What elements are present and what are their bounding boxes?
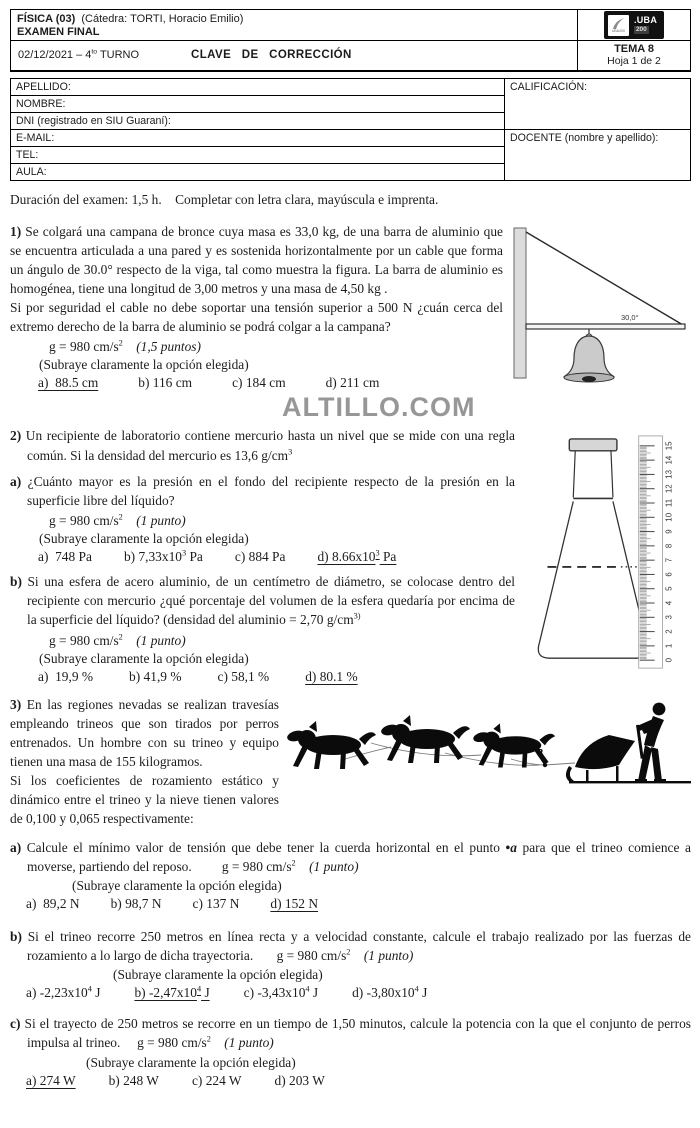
svg-text:9: 9 bbox=[664, 529, 674, 535]
q2b-g-line: g = 980 $cm/s^2$ (1 punto) bbox=[49, 632, 186, 648]
sled-and-musher-shape bbox=[566, 702, 691, 783]
q3a-subraye-note: (Subraye claramente la opción elegida) bbox=[72, 877, 282, 893]
erlenmeyer-flask-shape bbox=[538, 439, 648, 658]
beam-bell-figure bbox=[513, 224, 691, 394]
header-main-cell bbox=[11, 10, 578, 41]
svg-text:7: 7 bbox=[664, 558, 674, 563]
quill-icon bbox=[611, 17, 626, 30]
q3c-subraye-note: (Subraye claramente la opción elegida) bbox=[86, 1054, 296, 1070]
q2a-subraye-note: (Subraye claramente la opción elegida) bbox=[39, 531, 249, 547]
q1-option-d: d) 211 cm bbox=[325, 375, 380, 391]
logo-uba-text: .UBA bbox=[633, 15, 658, 26]
watermark: ALTILLO.COM bbox=[282, 392, 476, 423]
svg-text:11: 11 bbox=[664, 499, 674, 508]
bell-icon bbox=[564, 334, 614, 382]
svg-text:15: 15 bbox=[664, 441, 674, 451]
svg-text:1: 1 bbox=[664, 644, 674, 649]
q1-text-2: Si por seguridad el cable no debe soportar una tensión superior a 500 N ¿cuán cerca del extremo derecho de la barra de aluminio se podrá colgar a la campana? bbox=[10, 300, 503, 335]
q2a-options-row bbox=[38, 549, 515, 565]
logo-200-text: 200 bbox=[635, 25, 647, 33]
q3b-option-b: b) $-2,47x10^4$ J bbox=[134, 984, 210, 1001]
q1-options-row bbox=[38, 375, 503, 391]
form-field-apellido: APELLIDO: bbox=[11, 78, 505, 95]
q3c-options-row bbox=[26, 1073, 691, 1089]
tema-label: TEMA 8 bbox=[614, 43, 654, 56]
q3-intro-1: 3) En las regiones nevadas se realizan travesías empleando trineos que son tirados por perros entrenados. Un hombre con su trineo y equipo tienen una masa de 155 kilogramos. bbox=[10, 696, 279, 769]
q3-intro-2: Si los coeficientes de rozamiento estático y dinámico entre el trineo y la nieve tienen valores de 0,100 y 0,065 respectivamente: bbox=[10, 773, 279, 827]
point-a-label: a bbox=[537, 745, 544, 758]
q3c-option-c: c) 224 W bbox=[191, 1072, 242, 1088]
logo-cell bbox=[578, 10, 691, 41]
q3b-text: b) Si el trineo recorre 250 metros en línea recta y a velocidad constante, calcule el trabajo realizado por las fuerzas de rozamiento a lo largo de dicha trayectoria. g = 980 $cm/s^2$ (1 punto) bbox=[10, 928, 691, 964]
student-form-table bbox=[10, 78, 691, 181]
form-field-docente: DOCENTE (nombre y apellido): bbox=[505, 129, 691, 180]
exam-instructions: Duración del examen: 1,5 h. Completar con letra clara, mayúscula e imprenta. bbox=[10, 191, 439, 207]
q2b-option-c: c) 58,1 % bbox=[217, 668, 270, 684]
q3c-text: c) Si el trayecto de 250 metros se recorre en un tiempo de 1,50 minutos, calcule la potencia con la que el conjunto de perros impulsa al trineo. g = 980 $cm/s^2$ (1 punto) bbox=[10, 1016, 691, 1051]
page-title: CLAVE DE CORRECCIÓN bbox=[191, 49, 352, 61]
svg-text:3: 3 bbox=[664, 615, 674, 620]
header-table bbox=[10, 9, 691, 72]
svg-text:14: 14 bbox=[664, 456, 674, 465]
q2a-option-c: c) 884 Pa bbox=[234, 549, 286, 565]
form-field-tel: TEL: bbox=[11, 146, 505, 163]
question-2 bbox=[10, 426, 691, 684]
q1-g-line: g = 980 $cm/s^2$ (1,5 puntos) bbox=[49, 338, 201, 355]
q1-text-1: 1) Se colgará una campana de bronce cuya masa es 33,0 kg, de una barra de aluminio que se encuentra articulada a una pared y es sostenida horizontalmente por un cable que forma un ángulo de 30.0° respecto de la viga, tal como muestra la figura. La barra de aluminio es homogénea, tiene una longitud de 3,00 metros y una masa de 4,50 kg . bbox=[10, 223, 503, 296]
q2a-text: a) ¿Cuánto mayor es la presión en el fondo del recipiente respecto de la presión en la superficie libre del líquido? bbox=[10, 473, 515, 508]
svg-text:5: 5 bbox=[664, 586, 674, 592]
q1-option-b: b) 116 cm bbox=[138, 375, 193, 391]
svg-text:0: 0 bbox=[664, 658, 674, 663]
q3a-option-d: d) 152 N bbox=[270, 895, 318, 911]
svg-text:2: 2 bbox=[664, 629, 674, 635]
svg-text:12: 12 bbox=[664, 484, 674, 494]
beam-shape bbox=[526, 324, 685, 329]
form-field-nombre: NOMBRE: bbox=[11, 95, 505, 112]
question-3c bbox=[10, 1014, 691, 1088]
q2b-option-b: b) 41,9 % bbox=[129, 668, 182, 684]
date-turn: $02/12/2021 - 4^{to}$ TURNO bbox=[18, 48, 140, 61]
q2b-options-row bbox=[38, 669, 515, 685]
wall-shape bbox=[514, 228, 526, 378]
q3a-text: a) Calcule el mínimo valor de tensión que debe tener la cuerda horizontal en el punto •a para que el trineo comience a moverse, partiendo del reposo. g = 980 $cm/s^2$ (1 punto) bbox=[10, 839, 691, 874]
hoja-label: Hoja 1 de 2 bbox=[607, 55, 661, 68]
uba-logo bbox=[604, 11, 664, 39]
svg-text:6: 6 bbox=[664, 572, 674, 578]
svg-text:13: 13 bbox=[664, 470, 674, 480]
q2a-option-b: b) $7,33x10^3$ Pa bbox=[123, 548, 203, 565]
q3b-options-row bbox=[26, 985, 691, 1001]
q2a-option-d: d) $8.66x10^3$ Pa bbox=[317, 548, 397, 565]
q3b-option-c: c) $-3,43x10^4$ J bbox=[243, 984, 319, 1001]
angle-label: 30,0° bbox=[621, 312, 639, 322]
q3a-option-b: b) 98,7 N bbox=[110, 895, 162, 911]
tema-cell bbox=[578, 41, 691, 71]
q3b-option-a: a) $-2,23x10^4$ J bbox=[26, 984, 101, 1001]
svg-text:4: 4 bbox=[664, 601, 674, 606]
sled-dogs-figure bbox=[287, 697, 691, 787]
q2b-option-a: a) 19,9 % bbox=[38, 668, 94, 684]
q3c-option-b: b) 248 W bbox=[108, 1072, 159, 1088]
logo-small-text: UBA200 bbox=[611, 28, 625, 33]
form-field-dni: DNI (registrado en SIU Guaraní): bbox=[11, 112, 505, 129]
svg-text:10: 10 bbox=[664, 513, 674, 523]
q1-subraye-note: (Subraye claramente la opción elegida) bbox=[39, 357, 249, 373]
exam-type: EXAMEN FINAL bbox=[17, 26, 100, 38]
q2b-option-d: d) 80.1 % bbox=[305, 668, 358, 684]
q3a-option-c: c) 137 N bbox=[192, 895, 240, 911]
q1-option-a: a) 88.5 cm bbox=[38, 375, 99, 391]
form-field-calificacion: CALIFICACIÓN: bbox=[505, 78, 691, 129]
q2a-option-a: a) 748 Pa bbox=[38, 549, 92, 565]
question-1 bbox=[10, 222, 691, 392]
question-3a bbox=[10, 838, 691, 912]
header-date-cell bbox=[11, 41, 578, 71]
q3b-subraye-note: (Subraye claramente la opción elegida) bbox=[113, 967, 323, 983]
q3a-options-row bbox=[26, 896, 691, 912]
sled-dog-1 bbox=[287, 721, 376, 769]
uba-logo-emblem bbox=[608, 15, 629, 36]
q2b-text: b) Si una esfera de acero aluminio, de un centímetro de diámetro, se colocase dentro del recipiente con mercurio ¿qué porcentaje del volumen de la esfera quedaría por encima de la superficie del líquido? (densidad del aluminio = 2,70 $g/cm^{3)}$ bbox=[10, 574, 515, 628]
form-field-email: E-MAIL: bbox=[11, 129, 505, 146]
q3a-option-a: a) 89,2 N bbox=[26, 895, 80, 911]
question-3 bbox=[10, 695, 691, 1089]
q2-intro: 2) Un recipiente de laboratorio contiene mercurio hasta un nivel que se mide con una regla común. Si la densidad del mercurio es 13,6 $g/cm^3$ bbox=[10, 428, 515, 463]
sled-dog-2 bbox=[380, 715, 470, 763]
q3c-option-a: a) 274 W bbox=[26, 1072, 76, 1088]
point-a-dot bbox=[543, 762, 547, 766]
q2a-g-line: g = 980 $cm/s^2$ (1 punto) bbox=[49, 512, 186, 529]
q3c-option-d: d) 203 W bbox=[274, 1072, 325, 1088]
svg-text:8: 8 bbox=[664, 544, 674, 549]
flask-ruler-figure bbox=[521, 426, 691, 682]
q3b-option-d: d) $-3,80x10^4$ J bbox=[352, 984, 428, 1001]
q2b-subraye-note: (Subraye claramente la opción elegida) bbox=[39, 650, 249, 666]
course-title: FÍSICA (03) (Cátedra: TORTI, Horacio Emilio) bbox=[17, 13, 244, 25]
form-field-aula: AULA: bbox=[11, 163, 505, 180]
question-3b bbox=[10, 927, 691, 1001]
cable-line bbox=[526, 232, 683, 325]
q1-option-c: c) 184 cm bbox=[232, 375, 286, 391]
